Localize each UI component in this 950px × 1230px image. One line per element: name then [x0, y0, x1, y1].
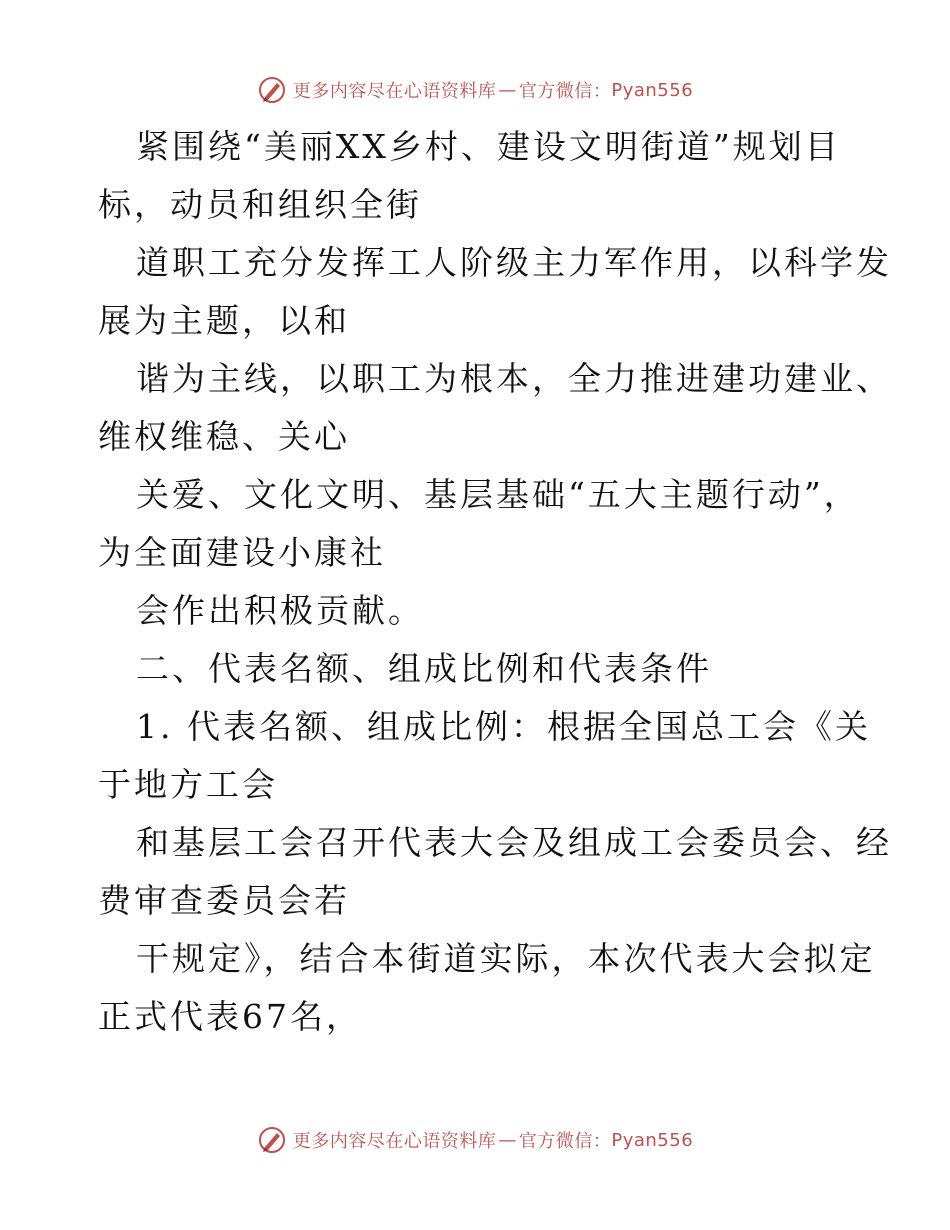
watermark-separator: — — [498, 1129, 517, 1151]
text-line: 和基层工会召开代表大会及组成工会委员会、经 — [136, 823, 892, 862]
text-line: 展为主题，以和 — [98, 301, 350, 340]
header-watermark — [0, 70, 950, 110]
pen-logo-icon — [257, 75, 287, 105]
text-line: 标，动员和组织全街 — [98, 185, 422, 224]
text-line: 正式代表67名， — [98, 997, 362, 1036]
text-line: 维权维稳、关心 — [98, 417, 350, 456]
text-line: 关爱、文化文明、基层基础“五大主题行动”， — [136, 475, 860, 514]
text-line: 道职工充分发挥工人阶级主力军作用，以科学发 — [136, 243, 892, 282]
text-line: 会作出积极贡献。 — [136, 591, 424, 630]
text-line: 谐为主线，以职工为根本，全力推进建功建业、 — [136, 359, 892, 398]
watermark-text: 更多内容尽在心语资料库 — [292, 1131, 497, 1152]
text-line: 于地方工会 — [98, 765, 278, 804]
text-line: 1. 代表名额、组成比例：根据全国总工会《关 — [136, 707, 871, 746]
text-line: 干规定》，结合本街道实际，本次代表大会拟定 — [136, 939, 876, 978]
document-body — [98, 118, 892, 1046]
watermark-wechat-id: Pyan556 — [611, 79, 694, 101]
section-heading: 二、代表名额、组成比例和代表条件 — [136, 649, 712, 688]
footer-watermark — [0, 1120, 950, 1160]
watermark-wechat-label: 官方微信： — [518, 1131, 612, 1152]
text-line: 费审查委员会若 — [98, 881, 350, 920]
watermark-text: 更多内容尽在心语资料库 — [292, 81, 497, 102]
watermark-separator: — — [498, 79, 517, 101]
watermark-wechat-id: Pyan556 — [611, 1129, 694, 1151]
watermark-wechat-label: 官方微信： — [518, 81, 612, 102]
text-line: 为全面建设小康社 — [98, 533, 386, 572]
text-line: 紧围绕“美丽XX乡村、建设文明街道”规划目 — [136, 127, 841, 166]
pen-logo-icon — [257, 1125, 287, 1155]
